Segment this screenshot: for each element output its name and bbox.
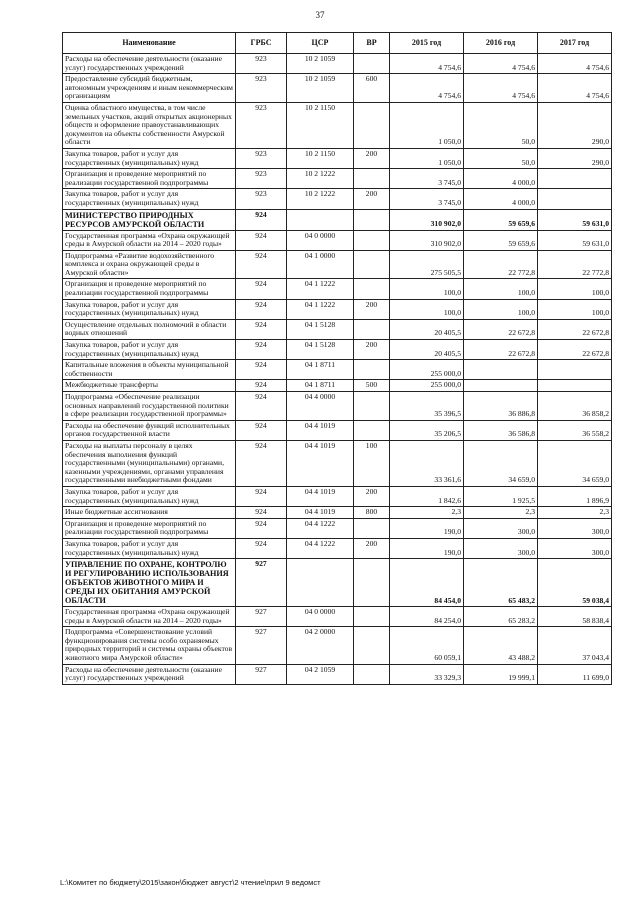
row-value-2016: 36 886,8 — [464, 392, 538, 421]
row-value-2017: 22 672,8 — [538, 319, 612, 339]
row-grbs: 923 — [236, 102, 287, 148]
row-grbs: 924 — [236, 486, 287, 506]
row-name: Подпрограмма «Обеспечение реализации основных направлений государственной политики в сфере реализации государственной программы» — [63, 392, 236, 421]
row-vr — [354, 518, 390, 538]
row-value-2017: 22 772,8 — [538, 250, 612, 279]
table-row — [63, 392, 612, 421]
row-grbs: 924 — [236, 279, 287, 299]
row-csr: 04 1 0000 — [287, 250, 354, 279]
row-csr: 10 2 1222 — [287, 169, 354, 189]
table-row — [63, 440, 612, 486]
row-csr: 10 2 1059 — [287, 74, 354, 103]
row-value-2017: 59 631,0 — [538, 230, 612, 250]
row-vr: 200 — [354, 538, 390, 558]
row-value-2017: 300,0 — [538, 538, 612, 558]
row-csr: 04 1 1222 — [287, 299, 354, 319]
row-value-2015: 2,3 — [390, 507, 464, 519]
row-csr: 04 4 1222 — [287, 518, 354, 538]
row-value-2016: 34 659,0 — [464, 440, 538, 486]
header-2017: 2017 год — [538, 33, 612, 54]
table-row — [63, 74, 612, 103]
row-csr: 04 0 0000 — [287, 230, 354, 250]
table-row — [63, 319, 612, 339]
row-vr: 200 — [354, 189, 390, 209]
row-value-2015: 3 745,0 — [390, 189, 464, 209]
row-csr: 10 2 1222 — [287, 189, 354, 209]
row-value-2016: 2,3 — [464, 507, 538, 519]
row-value-2016: 43 488,2 — [464, 627, 538, 664]
row-name: Осуществление отдельных полномочий в области водных отношений — [63, 319, 236, 339]
header-2016: 2016 год — [464, 33, 538, 54]
row-vr: 100 — [354, 440, 390, 486]
table-row — [63, 607, 612, 627]
row-csr: 04 4 1019 — [287, 486, 354, 506]
row-value-2016: 4 000,0 — [464, 169, 538, 189]
table-row — [63, 627, 612, 664]
row-value-2015: 310 902,0 — [390, 230, 464, 250]
table-row — [63, 250, 612, 279]
row-csr: 04 1 5128 — [287, 319, 354, 339]
row-vr — [354, 360, 390, 380]
row-value-2017: 2,3 — [538, 507, 612, 519]
table-row — [63, 102, 612, 148]
row-name: Расходы на обеспечение деятельности (оказание услуг) государственных учреждений — [63, 664, 236, 684]
row-vr — [354, 607, 390, 627]
row-vr — [354, 420, 390, 440]
row-csr: 04 4 1222 — [287, 538, 354, 558]
row-name: Расходы на обеспечение деятельности (оказание услуг) государственных учреждений — [63, 54, 236, 74]
row-name: Закупка товаров, работ и услуг для государственных (муниципальных) нужд — [63, 486, 236, 506]
table-row — [63, 209, 612, 230]
row-csr: 10 2 1059 — [287, 54, 354, 74]
budget-table — [62, 32, 612, 685]
row-value-2015: 255 000,0 — [390, 360, 464, 380]
row-value-2017: 22 672,8 — [538, 340, 612, 360]
row-value-2017: 100,0 — [538, 279, 612, 299]
row-name: Организация и проведение мероприятий по реализации государственной подпрограммы — [63, 518, 236, 538]
row-name: УПРАВЛЕНИЕ ПО ОХРАНЕ, КОНТРОЛЮ И РЕГУЛИРОВАНИЮ ИСПОЛЬЗОВАНИЯ ОБЪЕКТОВ ЖИВОТНОГО МИРА И СРЕДЫ ИХ ОБИТАНИЯ АМУРСКОЙ ОБЛАСТИ — [63, 559, 236, 607]
row-name: Организация и проведение мероприятий по реализации государственной подпрограммы — [63, 169, 236, 189]
row-value-2017: 100,0 — [538, 299, 612, 319]
row-grbs: 924 — [236, 250, 287, 279]
row-value-2015: 33 329,3 — [390, 664, 464, 684]
header-2015: 2015 год — [390, 33, 464, 54]
header-vr: ВР — [354, 33, 390, 54]
row-value-2015: 100,0 — [390, 299, 464, 319]
row-grbs: 924 — [236, 340, 287, 360]
table-row — [63, 54, 612, 74]
row-value-2015: 35 396,5 — [390, 392, 464, 421]
row-csr: 04 4 0000 — [287, 392, 354, 421]
table-row — [63, 380, 612, 392]
row-grbs: 924 — [236, 319, 287, 339]
row-vr — [354, 169, 390, 189]
row-value-2016: 22 772,8 — [464, 250, 538, 279]
row-csr: 04 1 5128 — [287, 340, 354, 360]
row-value-2016: 4 754,6 — [464, 74, 538, 103]
row-csr: 04 1 8711 — [287, 380, 354, 392]
table-body — [63, 54, 612, 685]
table-row — [63, 299, 612, 319]
row-value-2015: 1 050,0 — [390, 148, 464, 168]
row-value-2016: 50,0 — [464, 148, 538, 168]
row-name: Закупка товаров, работ и услуг для государственных (муниципальных) нужд — [63, 538, 236, 558]
row-grbs: 927 — [236, 607, 287, 627]
row-value-2016: 65 283,2 — [464, 607, 538, 627]
row-value-2016: 300,0 — [464, 538, 538, 558]
row-vr — [354, 559, 390, 607]
row-grbs: 923 — [236, 189, 287, 209]
row-value-2016: 19 999,1 — [464, 664, 538, 684]
row-value-2015: 20 405,5 — [390, 340, 464, 360]
row-vr — [354, 627, 390, 664]
table-row — [63, 169, 612, 189]
row-vr: 200 — [354, 299, 390, 319]
row-grbs: 924 — [236, 299, 287, 319]
header-grbs: ГРБС — [236, 33, 287, 54]
row-value-2016: 100,0 — [464, 279, 538, 299]
row-vr: 600 — [354, 74, 390, 103]
header-name: Наименование — [63, 33, 236, 54]
row-value-2017: 37 043,4 — [538, 627, 612, 664]
row-vr — [354, 54, 390, 74]
row-name: Оценка областного имущества, в том числе земельных участков, акций открытых акционерных обществ и оформление правоустанавливающих документов на объекты собственности Амурской области — [63, 102, 236, 148]
row-grbs: 924 — [236, 360, 287, 380]
row-value-2017: 36 858,2 — [538, 392, 612, 421]
row-grbs: 923 — [236, 74, 287, 103]
row-value-2015: 190,0 — [390, 538, 464, 558]
row-value-2016 — [464, 380, 538, 392]
row-value-2015: 4 754,6 — [390, 54, 464, 74]
row-grbs: 924 — [236, 440, 287, 486]
row-name: Межбюджетные трансферты — [63, 380, 236, 392]
row-vr — [354, 319, 390, 339]
table-row — [63, 538, 612, 558]
row-grbs: 924 — [236, 230, 287, 250]
row-value-2017: 59 038,4 — [538, 559, 612, 607]
row-vr — [354, 664, 390, 684]
row-name: Капитальные вложения в объекты муниципальной собственности — [63, 360, 236, 380]
row-value-2015: 275 505,5 — [390, 250, 464, 279]
row-value-2017 — [538, 189, 612, 209]
row-value-2015: 255 000,0 — [390, 380, 464, 392]
row-grbs: 924 — [236, 380, 287, 392]
row-value-2017: 4 754,6 — [538, 74, 612, 103]
row-value-2016: 4 000,0 — [464, 189, 538, 209]
row-value-2017: 290,0 — [538, 148, 612, 168]
row-name: Организация и проведение мероприятий по реализации государственной подпрограммы — [63, 279, 236, 299]
row-vr — [354, 230, 390, 250]
row-value-2016 — [464, 360, 538, 380]
row-csr: 04 4 1019 — [287, 507, 354, 519]
row-csr: 10 2 1150 — [287, 148, 354, 168]
row-grbs: 924 — [236, 209, 287, 230]
row-vr — [354, 209, 390, 230]
row-csr: 04 1 1222 — [287, 279, 354, 299]
row-value-2017: 300,0 — [538, 518, 612, 538]
row-name: Государственная программа «Охрана окружающей среды в Амурской области на 2014 – 2020 годы» — [63, 607, 236, 627]
row-name: Расходы на выплаты персоналу в целях обеспечения выполнения функций государственными (муниципальными) органами, казенными учреждениями, органами управления государственными внебюджетными фондами — [63, 440, 236, 486]
row-vr — [354, 102, 390, 148]
row-value-2017: 36 558,2 — [538, 420, 612, 440]
row-csr: 04 1 8711 — [287, 360, 354, 380]
row-grbs: 924 — [236, 420, 287, 440]
row-vr: 500 — [354, 380, 390, 392]
table-row — [63, 486, 612, 506]
row-vr — [354, 250, 390, 279]
row-name: Государственная программа «Охрана окружающей среды в Амурской области на 2014 – 2020 годы» — [63, 230, 236, 250]
row-vr: 200 — [354, 148, 390, 168]
row-grbs: 924 — [236, 518, 287, 538]
row-value-2015: 190,0 — [390, 518, 464, 538]
row-name: Закупка товаров, работ и услуг для государственных (муниципальных) нужд — [63, 189, 236, 209]
row-value-2016: 4 754,6 — [464, 54, 538, 74]
row-value-2017: 11 699,0 — [538, 664, 612, 684]
table-row — [63, 420, 612, 440]
row-csr — [287, 559, 354, 607]
table-row — [63, 279, 612, 299]
row-value-2015: 33 361,6 — [390, 440, 464, 486]
row-name: Подпрограмма «Развитие водохозяйственного комплекса и охрана окружающей среды в Амурской области» — [63, 250, 236, 279]
row-name: Закупка товаров, работ и услуг для государственных (муниципальных) нужд — [63, 340, 236, 360]
row-value-2015: 84 254,0 — [390, 607, 464, 627]
table-row — [63, 148, 612, 168]
row-value-2015: 1 050,0 — [390, 102, 464, 148]
row-csr: 10 2 1150 — [287, 102, 354, 148]
row-grbs: 924 — [236, 507, 287, 519]
row-grbs: 927 — [236, 664, 287, 684]
row-value-2017: 290,0 — [538, 102, 612, 148]
row-value-2015: 100,0 — [390, 279, 464, 299]
row-name: Подпрограмма «Совершенствование условий функционирования системы особо охраняемых природных территорий и системы охраны объектов животного мира Амурской области» — [63, 627, 236, 664]
row-csr — [287, 209, 354, 230]
row-value-2016: 36 586,8 — [464, 420, 538, 440]
row-grbs: 923 — [236, 169, 287, 189]
row-grbs: 927 — [236, 559, 287, 607]
row-name: Расходы на обеспечение функций исполнительных органов государственной власти — [63, 420, 236, 440]
row-name: Закупка товаров, работ и услуг для государственных (муниципальных) нужд — [63, 299, 236, 319]
table-row — [63, 664, 612, 684]
row-value-2017: 59 631,0 — [538, 209, 612, 230]
row-value-2015: 3 745,0 — [390, 169, 464, 189]
row-grbs: 923 — [236, 148, 287, 168]
table-row — [63, 189, 612, 209]
row-value-2015: 84 454,0 — [390, 559, 464, 607]
row-vr — [354, 392, 390, 421]
table-row — [63, 230, 612, 250]
row-value-2016: 59 659,6 — [464, 230, 538, 250]
row-name: Предоставление субсидий бюджетным, автономным учреждениям и иным некоммерческим организациям — [63, 74, 236, 103]
row-value-2015: 20 405,5 — [390, 319, 464, 339]
row-name: Закупка товаров, работ и услуг для государственных (муниципальных) нужд — [63, 148, 236, 168]
row-value-2017 — [538, 169, 612, 189]
row-value-2016: 65 483,2 — [464, 559, 538, 607]
row-grbs: 924 — [236, 538, 287, 558]
row-vr: 200 — [354, 486, 390, 506]
row-value-2016: 300,0 — [464, 518, 538, 538]
table-row — [63, 360, 612, 380]
row-grbs: 923 — [236, 54, 287, 74]
row-value-2017: 4 754,6 — [538, 54, 612, 74]
row-value-2016: 100,0 — [464, 299, 538, 319]
table-row — [63, 559, 612, 607]
row-vr: 200 — [354, 340, 390, 360]
page-number: 37 — [315, 10, 325, 20]
row-vr: 800 — [354, 507, 390, 519]
row-csr: 04 4 1019 — [287, 440, 354, 486]
row-value-2017 — [538, 360, 612, 380]
row-value-2015: 1 842,6 — [390, 486, 464, 506]
table-row — [63, 340, 612, 360]
table-row — [63, 518, 612, 538]
table-header-row — [63, 33, 612, 54]
row-value-2016: 22 672,8 — [464, 340, 538, 360]
row-value-2015: 4 754,6 — [390, 74, 464, 103]
row-value-2017: 34 659,0 — [538, 440, 612, 486]
row-value-2016: 1 925,5 — [464, 486, 538, 506]
footer-file-path: L:\Комитет по бюджету\2015\закон\бюджет август\2 чтение\прил 9 ведомст — [60, 878, 321, 887]
row-value-2017 — [538, 380, 612, 392]
table-row — [63, 507, 612, 519]
header-csr: ЦСР — [287, 33, 354, 54]
row-name: МИНИСТЕРСТВО ПРИРОДНЫХ РЕСУРСОВ АМУРСКОЙ ОБЛАСТИ — [63, 209, 236, 230]
row-value-2015: 60 059,1 — [390, 627, 464, 664]
row-csr: 04 4 1019 — [287, 420, 354, 440]
row-value-2017: 1 896,9 — [538, 486, 612, 506]
row-value-2017: 58 838,4 — [538, 607, 612, 627]
row-name: Иные бюджетные ассигнования — [63, 507, 236, 519]
row-value-2015: 310 902,0 — [390, 209, 464, 230]
row-grbs: 927 — [236, 627, 287, 664]
row-value-2015: 35 206,5 — [390, 420, 464, 440]
row-csr: 04 0 0000 — [287, 607, 354, 627]
row-csr: 04 2 0000 — [287, 627, 354, 664]
row-value-2016: 50,0 — [464, 102, 538, 148]
row-csr: 04 2 1059 — [287, 664, 354, 684]
row-vr — [354, 279, 390, 299]
row-value-2016: 22 672,8 — [464, 319, 538, 339]
row-value-2016: 59 659,6 — [464, 209, 538, 230]
row-grbs: 924 — [236, 392, 287, 421]
